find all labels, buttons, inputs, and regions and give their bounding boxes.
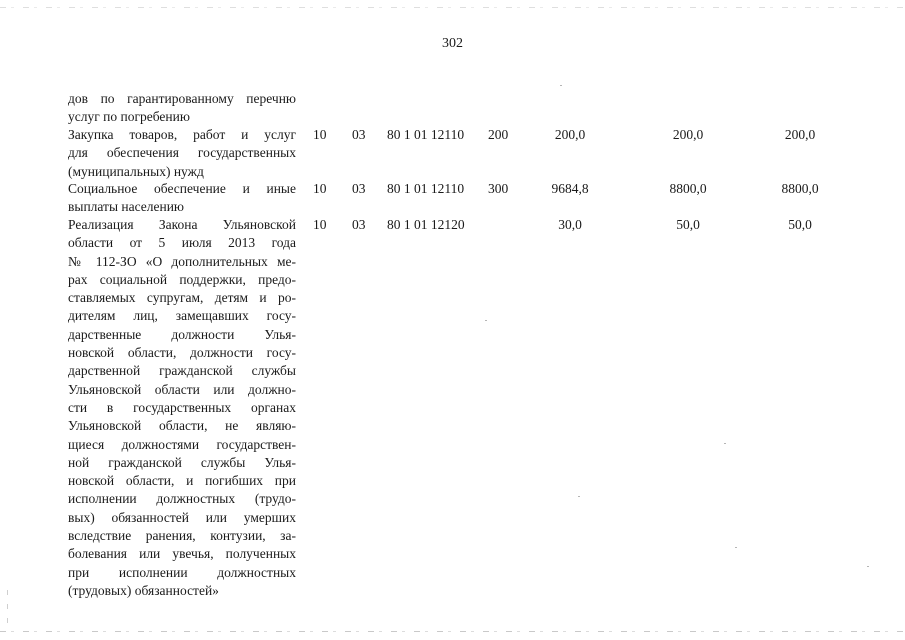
podrazdel-cell: 03: [352, 181, 366, 196]
row-description: [68, 180, 296, 217]
description-line: при исполнении должностных: [68, 564, 296, 580]
description-line: Закупка товаров, работ и услуг: [68, 127, 296, 142]
page-number: 302: [442, 36, 463, 51]
razdel-cell: 10: [313, 217, 327, 232]
description-line: Ульяновской области или должно-: [68, 381, 296, 397]
scan-border-bottom: [0, 631, 905, 632]
expense-type-cell: 200: [488, 127, 509, 142]
scan-speck: [485, 320, 487, 321]
target-article-cell: 80 1 01 12110: [387, 181, 465, 196]
podrazdel-cell: 03: [352, 127, 366, 142]
sum-year1-cell: 9684,8: [551, 181, 589, 196]
expense-type-cell: 300: [488, 181, 509, 196]
description-line: новской области, и погибших при: [68, 473, 296, 489]
sum-year3-cell: 50,0: [788, 217, 812, 232]
sum-year3-cell: 200,0: [784, 127, 816, 142]
description-line: Ульяновской области, не являю-: [68, 418, 296, 434]
description-line: щиеся должностями государствен-: [68, 436, 296, 452]
description-line: № 112-ЗО «О дополнительных ме-: [68, 253, 296, 269]
description-line: болевания или увечья, полученных: [68, 546, 296, 562]
description-line: исполнении должностных (трудо-: [68, 491, 296, 507]
description-line: услуг по погребению: [68, 109, 190, 125]
sum-year3-cell: 8800,0: [781, 181, 819, 196]
razdel-cell: 10: [313, 127, 327, 142]
description-line: дарственные должности Улья-: [68, 326, 296, 342]
description-line: ставляемых супругам, детям и ро-: [68, 290, 296, 306]
sum-year2-cell: 8800,0: [669, 181, 707, 196]
scan-border-top: [0, 7, 905, 8]
target-article-cell: 80 1 01 12110: [387, 127, 465, 142]
target-article-cell: 80 1 01 12120: [387, 217, 465, 232]
scan-speck: [867, 566, 869, 567]
scan-speck: [735, 547, 737, 548]
description-line: (муниципальных) нужд: [68, 163, 204, 179]
description-line: выплаты населению: [68, 199, 185, 215]
razdel-cell: 10: [313, 181, 327, 196]
description-line: сти в государственных органах: [68, 399, 296, 415]
row-description: [68, 90, 296, 127]
description-line: (трудовых) обязанностей»: [68, 582, 219, 598]
podrazdel-cell: 03: [352, 217, 366, 232]
description-line: дителям лиц, замещавших госу-: [68, 308, 296, 324]
row-description: [68, 126, 296, 181]
description-line: Реализация Закона Ульяновской: [68, 217, 296, 232]
description-line: дов по гарантированному перечню: [68, 91, 296, 106]
description-line: ной гражданской службы Улья-: [68, 454, 296, 470]
sum-year2-cell: 50,0: [676, 217, 700, 232]
description-line: вследствие ранения, контузии, за-: [68, 528, 296, 544]
scan-speck: [578, 496, 580, 497]
sum-year1-cell: 30,0: [558, 217, 582, 232]
description-line: рах социальной поддержки, предо-: [68, 271, 296, 287]
description-line: области от 5 июля 2013 года: [68, 235, 296, 251]
sum-year2-cell: 200,0: [672, 127, 704, 142]
sum-year1-cell: 200,0: [554, 127, 586, 142]
description-line: для обеспечения государственных: [68, 145, 296, 161]
description-line: Социальное обеспечение и иные: [68, 181, 296, 196]
description-line: дарственной гражданской службы: [68, 363, 296, 379]
description-line: новской области, должности госу-: [68, 345, 296, 361]
row-description: [68, 216, 296, 600]
scan-speck: [724, 443, 726, 444]
scan-edge-left: [7, 590, 8, 630]
scan-speck: [560, 85, 562, 86]
description-line: вых) обязанностей или умерших: [68, 509, 296, 525]
